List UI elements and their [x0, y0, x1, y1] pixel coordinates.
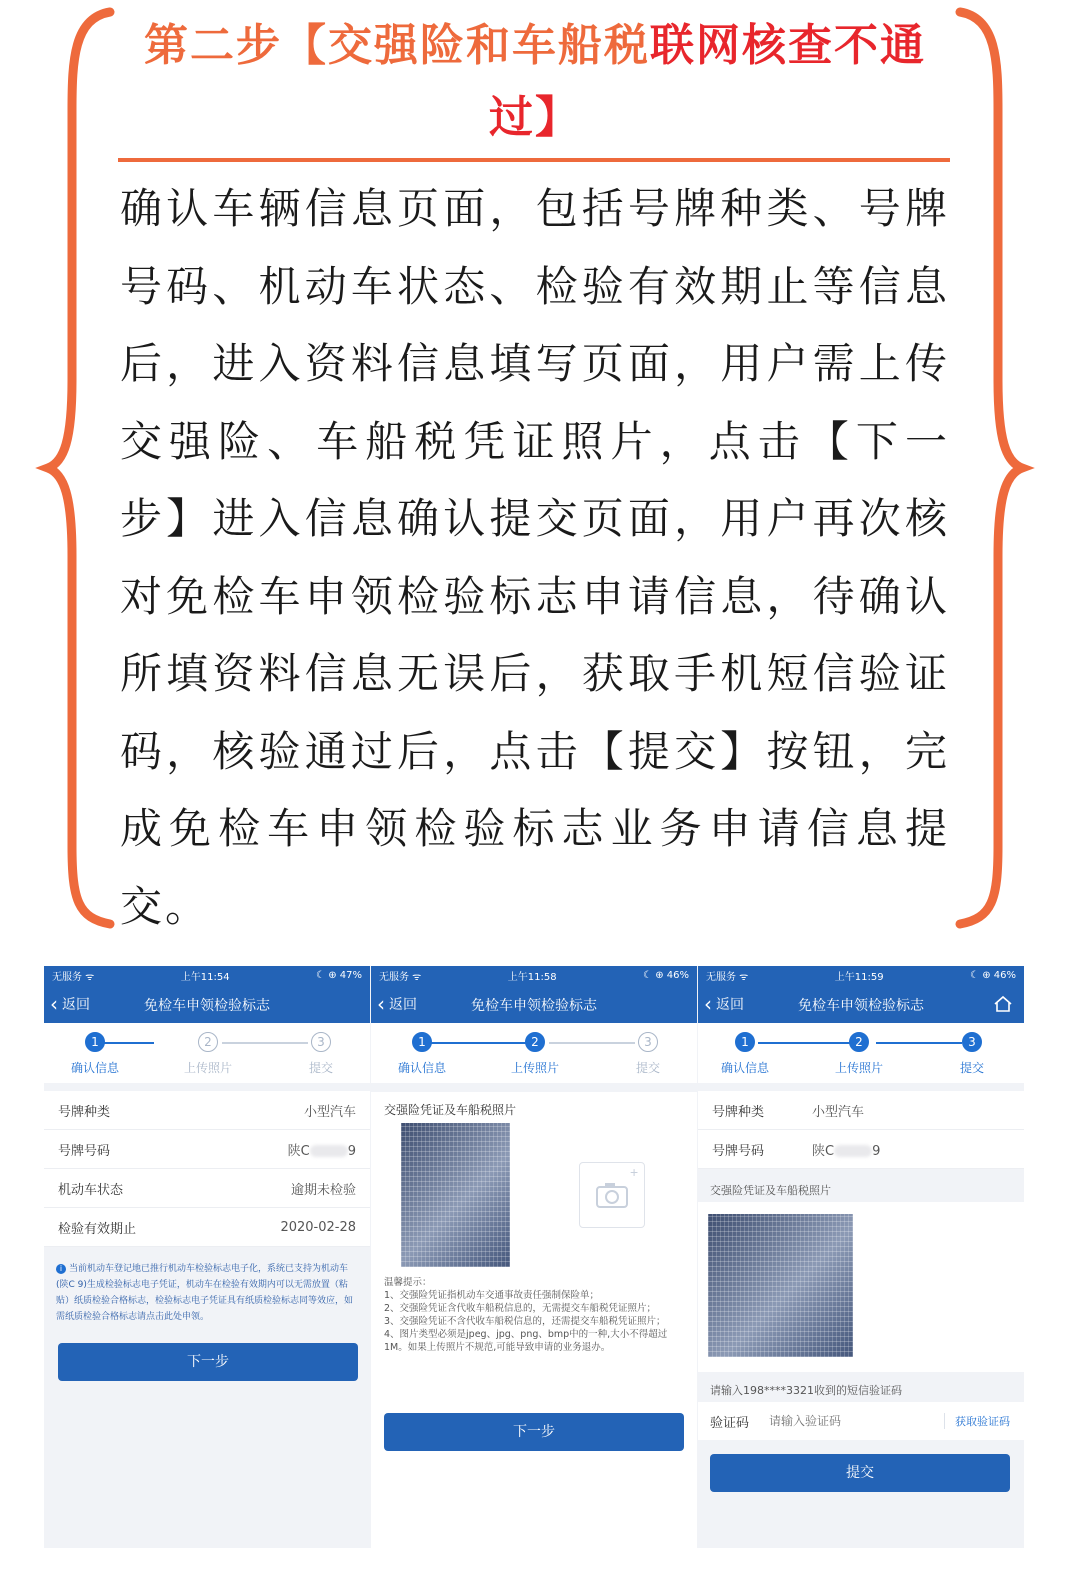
nav-bar — [698, 985, 1024, 1023]
carrier-text: 无服务 ᯤ — [52, 972, 95, 983]
nav-title: 免检车申领检验标志 — [144, 998, 270, 1014]
step-3 — [603, 1032, 693, 1076]
upload-label: 交强险凭证及车船税照片 — [384, 1103, 517, 1117]
screen-submit — [698, 966, 1024, 1548]
add-photo-button[interactable] — [579, 1162, 645, 1228]
battery-text: ☾ ⊕ 46% — [643, 970, 689, 981]
row-value: 逾期未检验 — [290, 1182, 356, 1198]
step-2 — [490, 1032, 580, 1076]
redacted-blur — [834, 1145, 872, 1157]
get-code-button[interactable]: 获取验证码 — [944, 1413, 1010, 1429]
chevron-left-icon: ‹ — [704, 992, 712, 1016]
step-label: 上传照片 — [510, 1061, 559, 1075]
step-number: 2 — [849, 1032, 869, 1052]
step-number: 3 — [311, 1032, 331, 1052]
back-label: 返回 — [389, 997, 417, 1013]
plate-type-row — [698, 1091, 1024, 1130]
tip-line: 2、交强险凭证含代收车船税信息的，无需提交车船税凭证照片； — [384, 1303, 657, 1314]
step-label: 提交 — [959, 1061, 984, 1075]
back-label: 返回 — [716, 997, 744, 1013]
step-label: 确认信息 — [70, 1061, 119, 1075]
step-label: 确认信息 — [397, 1061, 446, 1075]
title-divider — [118, 158, 950, 162]
step-1 — [50, 1032, 140, 1076]
status-time: 上午11:59 — [834, 972, 884, 983]
nav-title: 免检车申领检验标志 — [798, 998, 924, 1014]
carrier-text: 无服务 ᯤ — [706, 972, 749, 983]
battery-text: ☾ ⊕ 46% — [970, 970, 1016, 981]
step-2 — [814, 1032, 904, 1076]
step-number: 3 — [638, 1032, 658, 1052]
upload-tips — [384, 1276, 684, 1354]
step-title — [110, 10, 960, 154]
status-time: 上午11:54 — [180, 972, 230, 983]
screen-upload-photos — [371, 966, 697, 1548]
row-value: 小型汽车 — [303, 1104, 356, 1120]
status-time: 上午11:58 — [507, 972, 557, 983]
app-screenshots — [44, 966, 1024, 1548]
tip-line: 1、交强险凭证指机动车交通事故责任强制保险单； — [384, 1290, 600, 1301]
e-certificate-notice — [44, 1247, 370, 1325]
row-label: 号牌号码 — [712, 1143, 765, 1159]
submit-button[interactable]: 提交 — [710, 1454, 1010, 1492]
step-number: 2 — [525, 1032, 545, 1052]
status-bar — [44, 966, 370, 985]
insurance-photo[interactable] — [708, 1214, 853, 1357]
step-indicator — [698, 1023, 1024, 1083]
row-label: 号牌种类 — [58, 1104, 111, 1120]
battery-text: ☾ ⊕ 47% — [316, 970, 362, 981]
row-value: 小型汽车 — [812, 1104, 865, 1120]
nav-title: 免检车申领检验标志 — [471, 998, 597, 1014]
tip-line: 温馨提示： — [384, 1277, 432, 1288]
plate-suffix: 9 — [347, 1143, 356, 1159]
home-icon[interactable] — [992, 993, 1014, 1015]
redacted-blur — [310, 1145, 348, 1157]
code-label: 验证码 — [710, 1415, 750, 1431]
plate-suffix: 9 — [872, 1143, 881, 1159]
chevron-left-icon: ‹ — [377, 992, 385, 1016]
upload-panel — [371, 1092, 697, 1548]
camera-icon — [580, 1163, 644, 1227]
step-indicator — [44, 1023, 370, 1083]
screen-confirm-info — [44, 966, 370, 1548]
vehicle-info-list — [44, 1091, 370, 1247]
step-2 — [163, 1032, 253, 1076]
info-icon: i — [56, 1264, 66, 1274]
row-label: 机动车状态 — [58, 1182, 124, 1198]
step-1 — [700, 1032, 790, 1076]
step-number: 1 — [735, 1032, 755, 1052]
insurance-photo[interactable] — [401, 1123, 510, 1267]
row-value: 2020-02-28 — [280, 1219, 356, 1235]
plate-number-row — [44, 1130, 370, 1169]
photo-panel — [698, 1202, 1024, 1372]
step-label: 提交 — [308, 1061, 333, 1075]
plate-type-row — [44, 1091, 370, 1130]
sms-hint: 请输入198****3321收到的短信验证码 — [710, 1384, 902, 1397]
plate-prefix: 陕C — [812, 1143, 835, 1159]
row-label: 检验有效期止 — [58, 1221, 137, 1237]
step-indicator — [371, 1023, 697, 1083]
instruction-paragraph: 确认车辆信息页面，包括号牌种类、号牌号码、机动车状态、检验有效期止等信息后，进入资料信息填写页面，用户需上传交强险、车船税凭证照片，点击【下一步】进入信息确认提交页面，用户再次核对免检车申领检验标志申请信息，待确认所填资料信息无误后，获取手机短信验证码，核验通过后，点击【提交】按钮，完成免检车申领检验标志业务申请信息提交。 — [120, 184, 950, 931]
step-1 — [377, 1032, 467, 1076]
step-number: 1 — [85, 1032, 105, 1052]
row-label: 号牌种类 — [712, 1104, 765, 1120]
step-label: 上传照片 — [834, 1061, 883, 1075]
step-number: 3 — [962, 1032, 982, 1052]
next-step-button[interactable]: 下一步 — [58, 1343, 358, 1381]
step-3 — [927, 1032, 1017, 1076]
sms-code-row — [698, 1402, 1024, 1440]
plate-number-row — [698, 1130, 1024, 1169]
notice-text: 当前机动车登记地已推行机动车检验标志电子化，系统已支持为机动车(陕C 9)生成检验标志电子凭证，机动车在检验有效期内可以无需放置（粘贴）纸质检验合格标志，检验标志电子凭证具有纸质检验标志同等效应，如需纸质检验合格标志请点击此处申领。 — [56, 1264, 354, 1322]
back-label: 返回 — [62, 997, 90, 1013]
sms-code-input[interactable] — [767, 1413, 931, 1429]
vehicle-status-row — [44, 1169, 370, 1208]
row-label: 号牌号码 — [58, 1143, 111, 1159]
step-label: 确认信息 — [720, 1061, 769, 1075]
chevron-left-icon: ‹ — [50, 992, 58, 1016]
tip-line: 3、交强险凭证不含代收车船税信息的，还需提交车船税凭证照片； — [384, 1316, 666, 1327]
step-number: 2 — [198, 1032, 218, 1052]
inspection-expiry-row — [44, 1208, 370, 1247]
svg-text:+: + — [630, 1164, 639, 1180]
step-title-part1: 第二步【交强险和车船税 — [144, 20, 650, 71]
carrier-text: 无服务 ᯤ — [379, 972, 422, 983]
plate-prefix: 陕C — [287, 1143, 310, 1159]
photo-label: 交强险凭证及车船税照片 — [710, 1184, 831, 1197]
step-3 — [276, 1032, 366, 1076]
status-bar — [698, 966, 1024, 985]
nav-bar — [44, 985, 370, 1023]
step-number: 1 — [412, 1032, 432, 1052]
row-value — [288, 1140, 356, 1159]
vehicle-info-list — [698, 1091, 1024, 1169]
step-label: 上传照片 — [183, 1061, 232, 1075]
row-value — [812, 1140, 880, 1159]
tip-line: 4、图片类型必须是jpeg、jpg、png、bmp中的一种,大小不得超过1M。如果上传照片不规范,可能导致申请的业务退办。 — [384, 1329, 668, 1353]
nav-bar — [371, 985, 697, 1023]
step-label: 提交 — [635, 1061, 660, 1075]
status-bar — [371, 966, 697, 985]
step-title-part2: 联网核查不通过】 — [489, 20, 926, 143]
next-step-button[interactable]: 下一步 — [384, 1413, 684, 1451]
